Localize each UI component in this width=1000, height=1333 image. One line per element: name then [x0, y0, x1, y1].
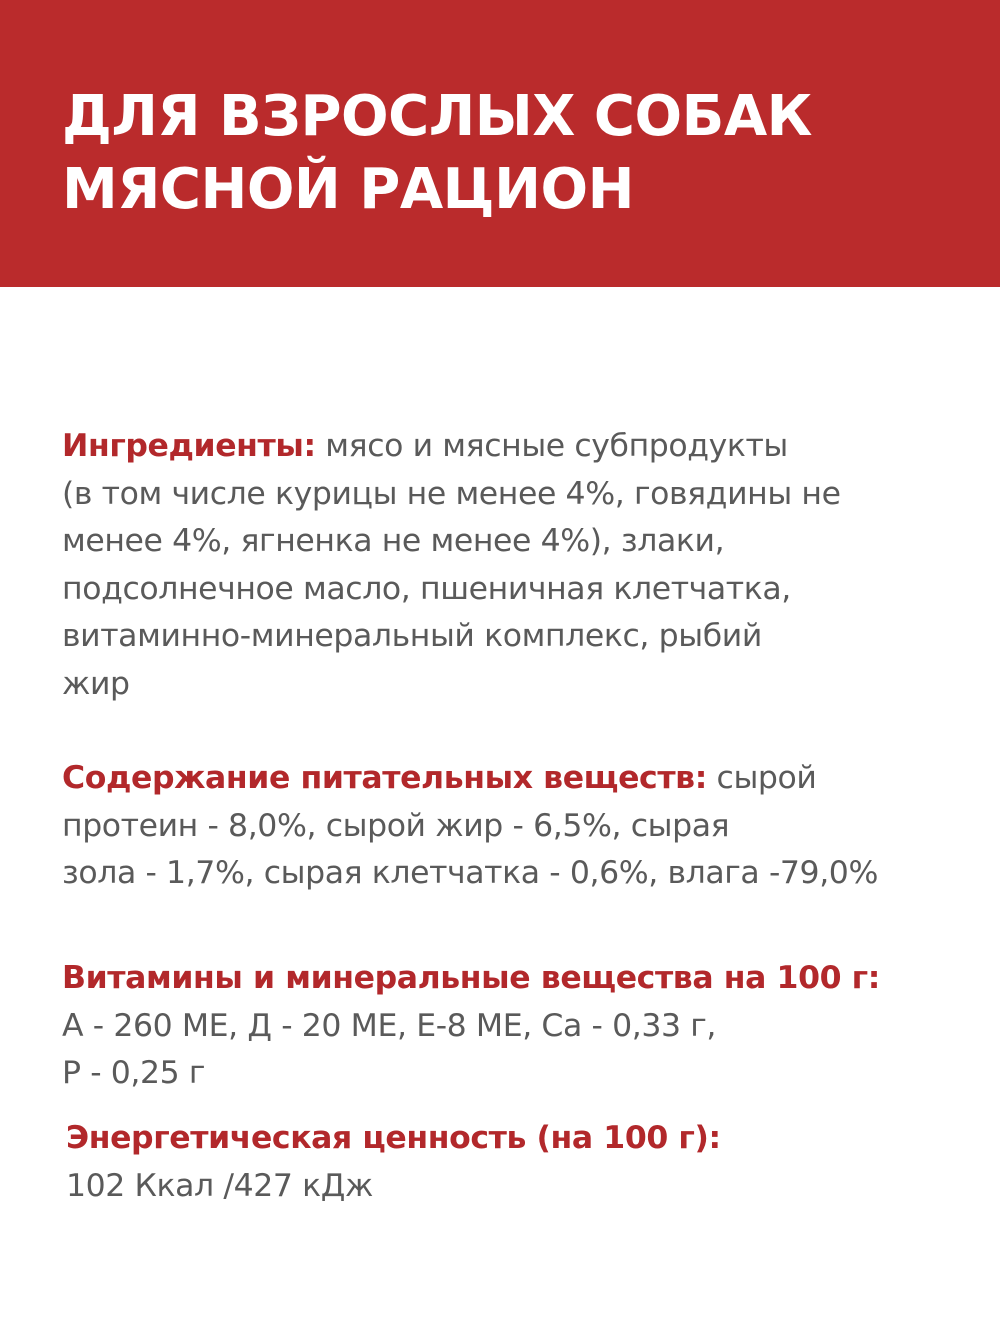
ingredients-text-1: мясо и мясные субпродукты — [315, 428, 788, 464]
vitamins-text-2: Р - 0,25 г — [62, 1055, 206, 1091]
header-banner — [0, 0, 1000, 287]
nutrients-label: Содержание питательных веществ: — [62, 760, 707, 796]
title-line-1: ДЛЯ ВЗРОСЛЫХ СОБАК — [62, 84, 812, 149]
ingredients-label: Ингредиенты: — [62, 428, 316, 464]
ingredients-text-2: (в том числе курицы не менее 4%, говядины не — [62, 475, 841, 512]
vitamins-text-1: А - 260 МЕ, Д - 20 МЕ, Е-8 МЕ, Са - 0,33 г, — [62, 1007, 717, 1044]
vitamins-label: Витамины и минеральные вещества на 100 г: — [62, 960, 880, 996]
ingredients-text-5: витаминно-минеральный комплекс, рыбий — [62, 618, 762, 654]
energy-label: Энергетическая ценность (на 100 г): — [66, 1120, 721, 1156]
energy-text-1: 102 Ккал /427 кДж — [66, 1167, 373, 1204]
nutrients-line-1 — [62, 755, 982, 803]
nutrients-section — [62, 755, 982, 898]
nutrients-text-2: протеин - 8,0%, сырой жир - 6,5%, сырая — [62, 807, 730, 844]
ingredients-section — [62, 423, 982, 708]
nutrients-text-3: зола - 1,7%, сырая клетчатка - 0,6%, влага -79,0% — [62, 855, 878, 891]
vitamins-section — [62, 955, 982, 1098]
page-title — [62, 80, 812, 226]
ingredients-text-3: менее 4%, ягненка не менее 4%), злаки, — [62, 523, 725, 559]
energy-section — [66, 1115, 986, 1210]
nutrients-text-1: сырой — [706, 760, 817, 796]
ingredients-text-6: жир — [62, 665, 130, 702]
title-line-2: МЯСНОЙ РАЦИОН — [62, 157, 634, 222]
ingredients-line-1 — [62, 423, 982, 471]
ingredients-text-4: подсолнечное масло, пшеничная клетчатка, — [62, 570, 791, 607]
